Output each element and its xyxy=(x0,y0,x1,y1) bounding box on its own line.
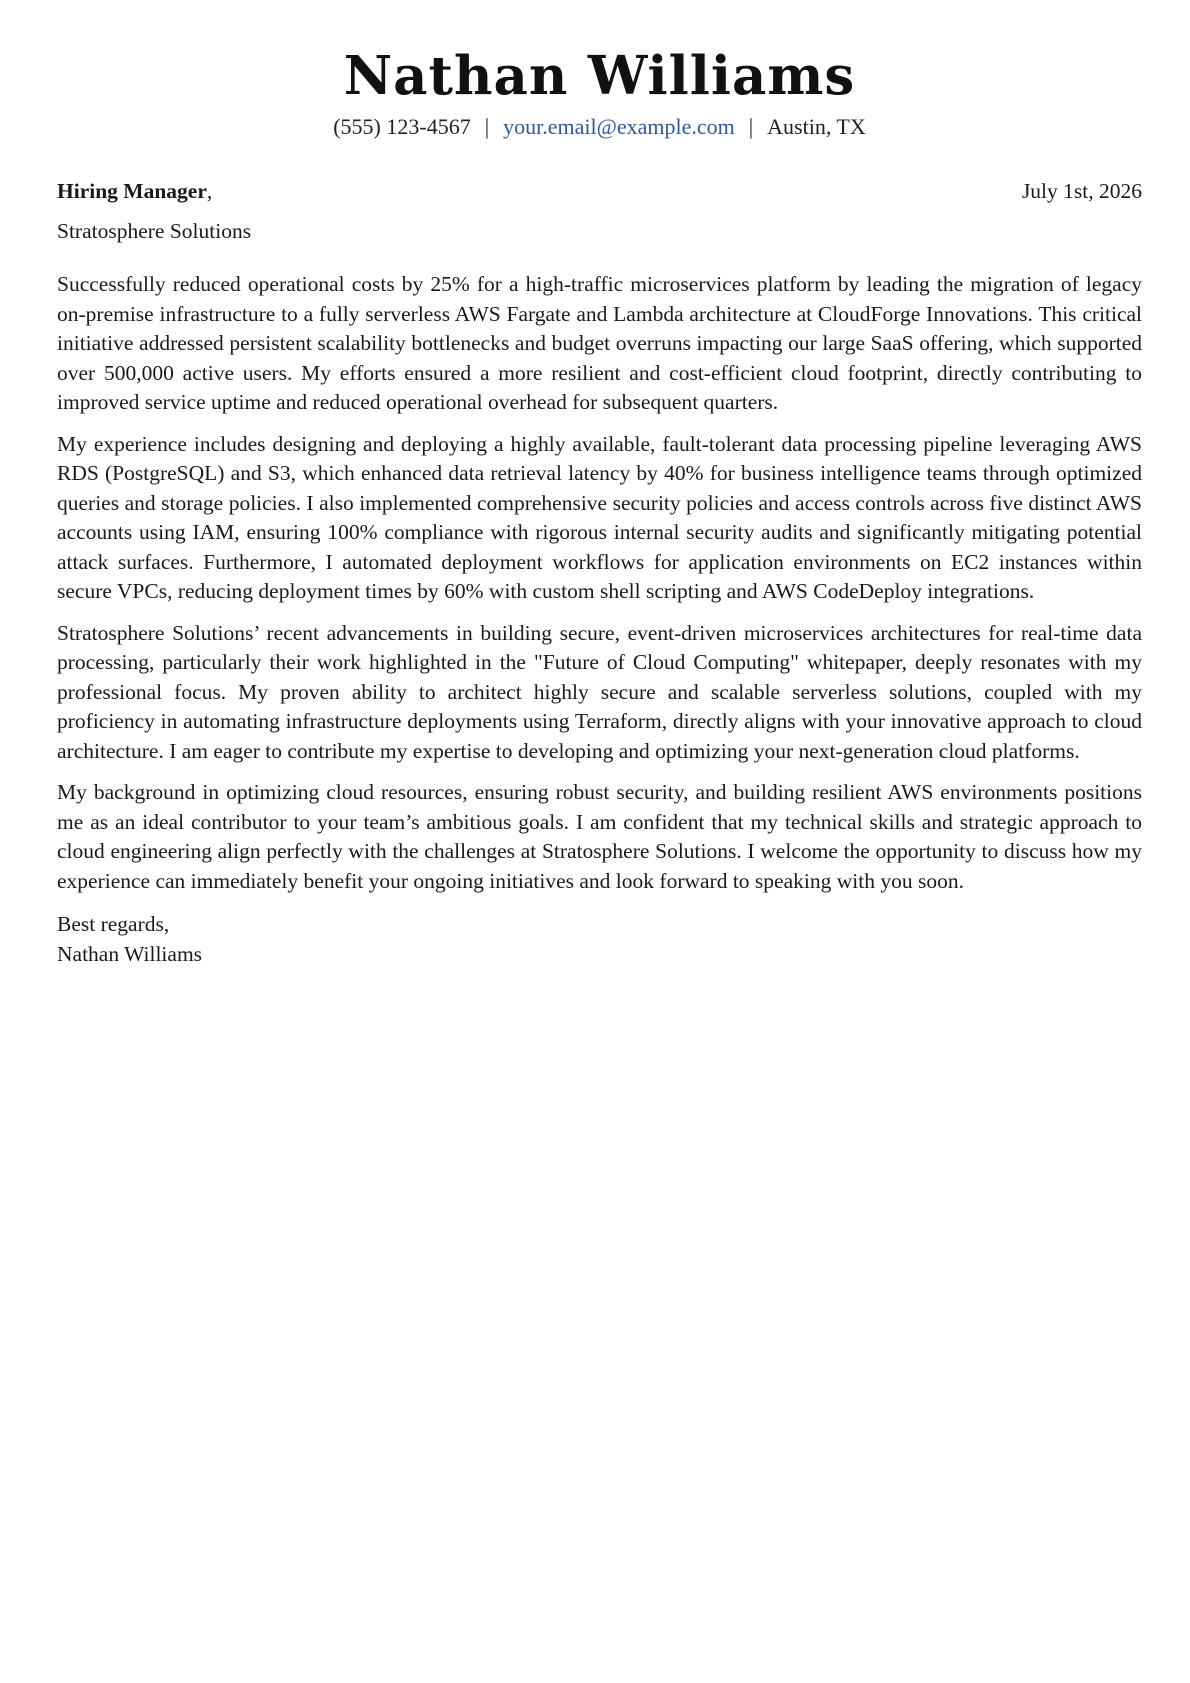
body-paragraph: Stratosphere Solutions’ recent advancements in building secure, event-driven microservices architectures for real-time data processing, particularly their work highlighted in the "Future of Cloud Computing" whitepaper, deeply resonates with my professional focus. My proven ability to architect highly secure and scalable serverless solutions, coupled with my proficiency in automating infrastructure deployments using Terraform, directly aligns with your innovative approach to cloud architecture. I am eager to contribute my expertise to developing and optimizing your next-generation cloud platforms. xyxy=(57,620,1142,763)
recipient-company: Stratosphere Solutions xyxy=(57,219,252,243)
letter-body xyxy=(57,270,1142,896)
recipient-name: Hiring Manager xyxy=(57,179,207,203)
recipient-name-suffix: , xyxy=(206,179,213,203)
body-paragraph: My background in optimizing cloud resources, ensuring robust security, and building resilient AWS environments positions me as an ideal contributor to your team’s ambitious goals. I am confident that my technical skills and strategic approach to cloud engineering align perfectly with the challenges at Stratosphere Solutions. I welcome the opportunity to discuss how my experience can immediately benefit your ongoing initiatives and look forward to speaking with you soon. xyxy=(57,780,1142,893)
body-paragraph: Successfully reduced operational costs by 25% for a high-traffic microservices platform by leading the migration of legacy on-premise infrastructure to a fully serverless AWS Fargate and Lambda architecture at CloudForge Innovations. This critical initiative addressed persistent scalability bottlenecks and budget overruns impacting our large SaaS offering, which supported over 500,000 active users. My efforts ensured a more resilient and cost-efficient cloud footprint, directly contributing to improved service uptime and reduced operational overhead for subsequent quarters. xyxy=(57,272,1142,414)
body-paragraph: My experience includes designing and deploying a highly available, fault-tolerant data processing pipeline leveraging AWS RDS (PostgreSQL) and S3, which enhanced data retrieval latency by 40% for business intelligence teams through optimized queries and storage policies. I also implemented comprehensive security policies and access controls across five distinct AWS accounts using IAM, ensuring 100% compliance with rigorous internal security audits and significantly mitigating potential attack surfaces. Furthermore, I automated deployment workflows for application environments on EC2 instances within secure VPCs, reducing deployment times by 60% with custom shell scripting and AWS CodeDeploy integrations. xyxy=(57,431,1142,603)
phone-number: (555) 123-4567 xyxy=(333,114,471,139)
cover-letter-page xyxy=(57,0,1142,969)
letter-header xyxy=(57,40,1142,142)
recipient-row xyxy=(57,176,1142,206)
contact-separator: | xyxy=(748,114,754,139)
location: Austin, TX xyxy=(767,114,866,139)
email-link[interactable]: your.email@example.com xyxy=(503,114,735,139)
recipient-salutation xyxy=(57,176,212,206)
contact-line xyxy=(57,112,1142,142)
closing-salutation: Best regards, xyxy=(57,912,170,936)
contact-separator: | xyxy=(484,114,490,139)
applicant-name: Nathan Williams xyxy=(343,45,856,107)
letter-date: July 1st, 2026 xyxy=(1021,179,1142,203)
signature-name: Nathan Williams xyxy=(57,941,203,966)
letter-closing xyxy=(57,910,1142,969)
